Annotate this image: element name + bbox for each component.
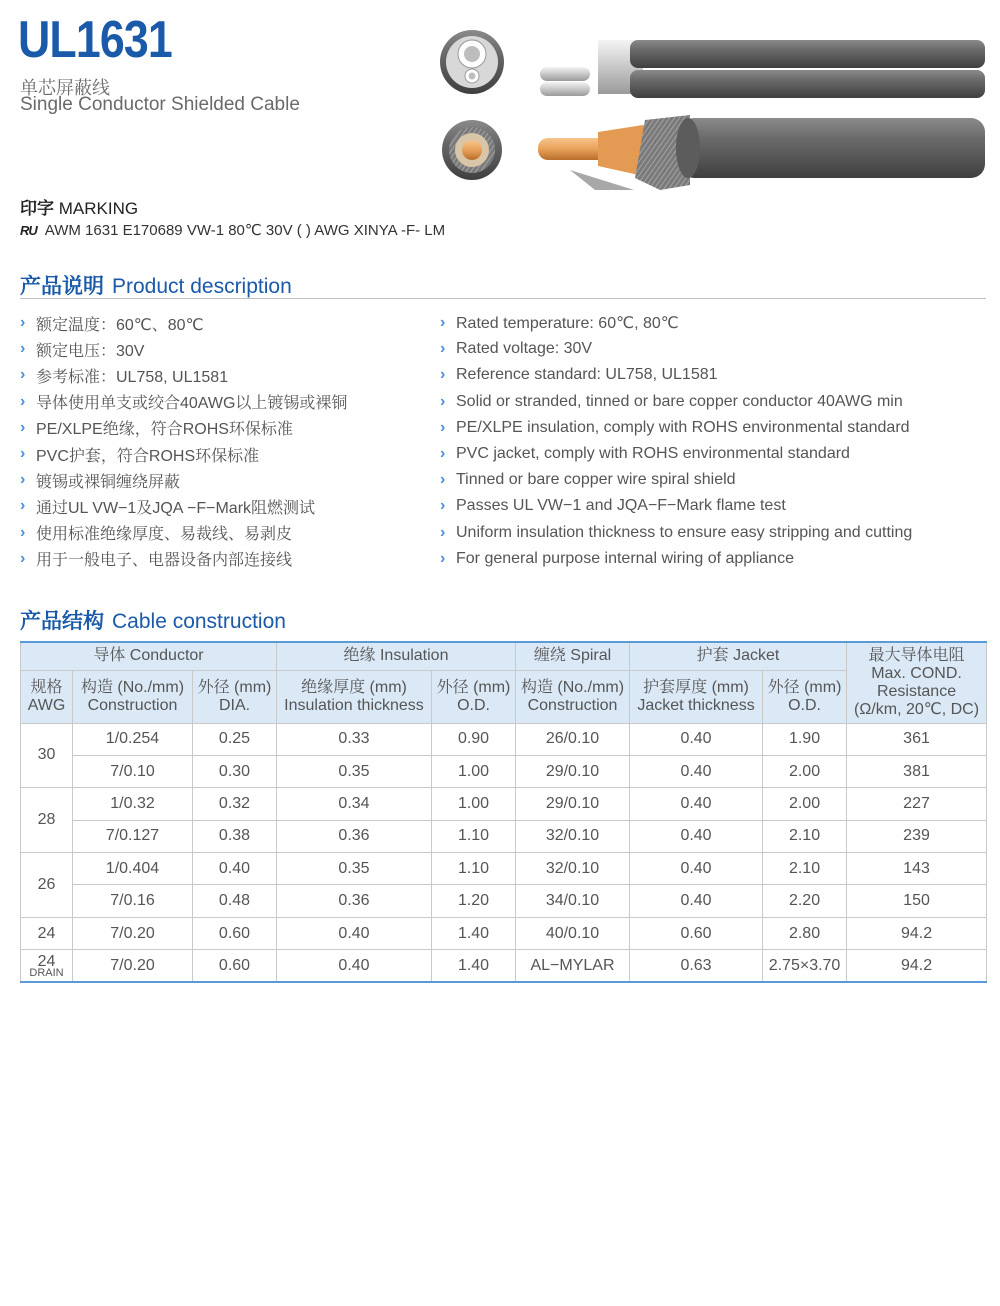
table-cell: 0.33	[277, 723, 432, 755]
table-cell: 150	[847, 885, 987, 917]
list-item: › Solid or stranded, tinned or bare copper conductor 40AWG min	[440, 392, 903, 410]
table-cell: 2.10	[763, 853, 847, 885]
table-cell: 0.40	[630, 788, 763, 820]
table-cell: 7/0.10	[73, 755, 193, 787]
table-row	[21, 820, 987, 852]
product-subtitle-cn: 单芯屏蔽线	[20, 78, 110, 98]
description-list-cn	[20, 310, 347, 572]
table-cell: 361	[847, 723, 987, 755]
table-cell: 0.63	[630, 950, 763, 982]
list-item: › For general purpose internal wiring of appliance	[440, 549, 794, 567]
list-item: › 通过UL VW−1及JQA −F−Mark阻燃测试	[20, 497, 316, 517]
table-cell: 0.60	[193, 950, 277, 982]
table-cell: 143	[847, 853, 987, 885]
list-item: › Rated voltage: 30V	[440, 340, 593, 358]
chevron-right-icon: ›	[20, 392, 26, 410]
table-cell: 29/0.10	[516, 788, 630, 820]
table-cell: 0.34	[277, 788, 432, 820]
marking-heading	[20, 194, 138, 219]
cable-construction-heading	[20, 605, 286, 635]
table-cell: 1.40	[432, 950, 516, 982]
list-item: › PVC护套，符合ROHS环保标准	[20, 445, 260, 465]
awg-cell: 24 DRAIN	[21, 950, 73, 982]
table-cell: 1.00	[432, 755, 516, 787]
group-header-insulation: 绝缘 Insulation	[277, 642, 516, 670]
table-cell: 1.10	[432, 820, 516, 852]
table-row	[21, 788, 987, 820]
table-cell: 0.90	[432, 723, 516, 755]
chevron-right-icon: ›	[20, 445, 26, 463]
column-header-jacket-thickness: 护套厚度 (mm) Jacket thickness	[630, 670, 763, 723]
table-row	[21, 917, 987, 949]
column-header-jacket-od: 外径 (mm) O.D.	[763, 670, 847, 723]
cable-side-view-drain	[540, 40, 985, 98]
table-cell: 2.00	[763, 788, 847, 820]
section-divider	[20, 298, 986, 299]
table-cell: 0.40	[630, 853, 763, 885]
table-cell: 7/0.127	[73, 820, 193, 852]
chevron-right-icon: ›	[440, 340, 446, 358]
marking-heading-en: MARKING	[58, 199, 139, 218]
table-cell: 1/0.254	[73, 723, 193, 755]
cable-construction-heading-en: Cable construction	[112, 610, 286, 633]
product-description-heading-cn: 产品说明	[20, 275, 104, 298]
table-cell: 0.32	[193, 788, 277, 820]
chevron-right-icon: ›	[440, 445, 446, 463]
cable-illustration	[430, 20, 1000, 195]
table-cell: 2.75×3.70	[763, 950, 847, 982]
table-cell: 7/0.16	[73, 885, 193, 917]
table-row	[21, 723, 987, 755]
column-header-spiral-construction: 构造 (No./mm) Construction	[516, 670, 630, 723]
column-header-insulation-thickness: 绝缘厚度 (mm) Insulation thickness	[277, 670, 432, 723]
table-cell: 1.20	[432, 885, 516, 917]
awg-cell: 28	[21, 788, 73, 853]
table-cell: 227	[847, 788, 987, 820]
table-cell: 7/0.20	[73, 950, 193, 982]
cable-construction-table	[20, 641, 987, 983]
awg-cell: 30	[21, 723, 73, 788]
table-row	[21, 755, 987, 787]
awg-cell: 24	[21, 917, 73, 949]
list-item: › 导体使用单支或绞合40AWG以上镀锡或裸铜	[20, 392, 348, 413]
product-model-title: UL1631	[18, 11, 172, 69]
chevron-right-icon: ›	[440, 418, 446, 436]
table-cell: 0.40	[630, 723, 763, 755]
column-header-insulation-od: 外径 (mm) O.D.	[432, 670, 516, 723]
table-cell: 26/0.10	[516, 723, 630, 755]
table-cell: 0.40	[277, 950, 432, 982]
table-cell: 0.40	[630, 885, 763, 917]
marking-line	[20, 221, 445, 239]
table-cell: 32/0.10	[516, 853, 630, 885]
table-cell: 0.36	[277, 885, 432, 917]
column-header-awg: 规格 AWG	[21, 670, 73, 723]
chevron-right-icon: ›	[20, 497, 26, 515]
table-cell: 0.40	[193, 853, 277, 885]
awg-cell: 26	[21, 853, 73, 918]
list-item: › Uniform insulation thickness to ensure easy stripping and cutting	[440, 523, 913, 541]
table-cell: 1/0.32	[73, 788, 193, 820]
group-header-spiral: 缠绕 Spiral	[516, 642, 630, 670]
table-cell: 1/0.404	[73, 853, 193, 885]
chevron-right-icon: ›	[440, 314, 446, 332]
cable-cross-section-icon	[440, 30, 504, 94]
chevron-right-icon: ›	[20, 340, 26, 358]
chevron-right-icon: ›	[20, 314, 26, 332]
product-subtitle-en: Single Conductor Shielded Cable	[20, 94, 300, 115]
product-description-heading	[20, 270, 292, 300]
table-cell: AL−MYLAR	[516, 950, 630, 982]
table-cell: 7/0.20	[73, 917, 193, 949]
chevron-right-icon: ›	[440, 549, 446, 567]
table-cell: 34/0.10	[516, 885, 630, 917]
table-cell: 0.35	[277, 853, 432, 885]
table-cell: 1.00	[432, 788, 516, 820]
chevron-right-icon: ›	[20, 549, 26, 567]
table-cell: 0.60	[630, 917, 763, 949]
table-cell: 239	[847, 820, 987, 852]
list-item: › PE/XLPE绝缘，符合ROHS环保标准	[20, 418, 293, 439]
list-item: › Rated temperature: 60℃, 80℃	[440, 314, 679, 333]
marking-heading-cn: 印字	[20, 199, 54, 218]
list-item: › 参考标准：UL758, UL1581	[20, 366, 229, 386]
table-cell: 0.40	[630, 755, 763, 787]
table-cell: 1.40	[432, 917, 516, 949]
table-row	[21, 950, 987, 982]
table-cell: 40/0.10	[516, 917, 630, 949]
list-item: › Passes UL VW−1 and JQA−F−Mark flame test	[440, 497, 786, 515]
cable-construction-heading-cn: 产品结构	[20, 610, 104, 633]
list-item: › Reference standard: UL758, UL1581	[440, 366, 718, 384]
description-list-en	[440, 310, 912, 572]
table-cell: 0.25	[193, 723, 277, 755]
cable-cross-section-icon-2	[442, 120, 502, 180]
chevron-right-icon: ›	[20, 366, 26, 384]
table-cell: 0.38	[193, 820, 277, 852]
chevron-right-icon: ›	[20, 471, 26, 489]
list-item: › 镀锡或裸铜缠绕屏蔽	[20, 471, 181, 491]
table-row	[21, 853, 987, 885]
list-item: › 额定电压：30V	[20, 340, 145, 360]
ul-recognized-icon: RU	[20, 222, 37, 238]
chevron-right-icon: ›	[20, 418, 26, 436]
table-cell: 94.2	[847, 950, 987, 982]
table-cell: 2.00	[763, 755, 847, 787]
table-row	[21, 885, 987, 917]
table-cell: 1.10	[432, 853, 516, 885]
table-cell: 0.35	[277, 755, 432, 787]
column-header-conductor-construction: 构造 (No./mm) Construction	[73, 670, 193, 723]
chevron-right-icon: ›	[440, 497, 446, 515]
list-item: › 使用标准绝缘厚度、易裁线、易剥皮	[20, 523, 293, 544]
table-cell: 94.2	[847, 917, 987, 949]
table-cell: 381	[847, 755, 987, 787]
list-item: › Tinned or bare copper wire spiral shield	[440, 471, 736, 489]
table-cell: 0.40	[277, 917, 432, 949]
list-item: › 额定温度：60℃、80℃	[20, 314, 204, 334]
list-item: › PVC jacket, comply with ROHS environmental standard	[440, 445, 850, 463]
group-header-conductor: 导体 Conductor	[21, 642, 277, 670]
table-cell: 1.90	[763, 723, 847, 755]
group-header-jacket: 护套 Jacket	[630, 642, 847, 670]
table-cell: 0.30	[193, 755, 277, 787]
table-cell: 32/0.10	[516, 820, 630, 852]
table-cell: 2.10	[763, 820, 847, 852]
table-cell: 0.40	[630, 820, 763, 852]
chevron-right-icon: ›	[440, 366, 446, 384]
column-header-conductor-dia: 外径 (mm) DIA.	[193, 670, 277, 723]
chevron-right-icon: ›	[440, 471, 446, 489]
table-cell: 2.80	[763, 917, 847, 949]
table-cell: 2.20	[763, 885, 847, 917]
table-cell: 0.48	[193, 885, 277, 917]
chevron-right-icon: ›	[20, 523, 26, 541]
chevron-right-icon: ›	[440, 523, 446, 541]
chevron-right-icon: ›	[440, 392, 446, 410]
table-cell: 29/0.10	[516, 755, 630, 787]
cable-cutaway-icon	[538, 115, 985, 190]
marking-text: AWM 1631 E170689 VW-1 80℃ 30V ( ) AWG XINYA -F- LM	[44, 222, 446, 239]
product-description-heading-en: Product description	[112, 275, 292, 298]
table-cell: 0.36	[277, 820, 432, 852]
list-item: › 用于一般电子、电器设备内部连接线	[20, 549, 293, 570]
table-cell: 0.60	[193, 917, 277, 949]
group-header-resistance: 最大导体电阻 Max. COND. Resistance (Ω/km, 20℃, DC)	[847, 642, 987, 723]
list-item: › PE/XLPE insulation, comply with ROHS environmental standard	[440, 418, 910, 436]
